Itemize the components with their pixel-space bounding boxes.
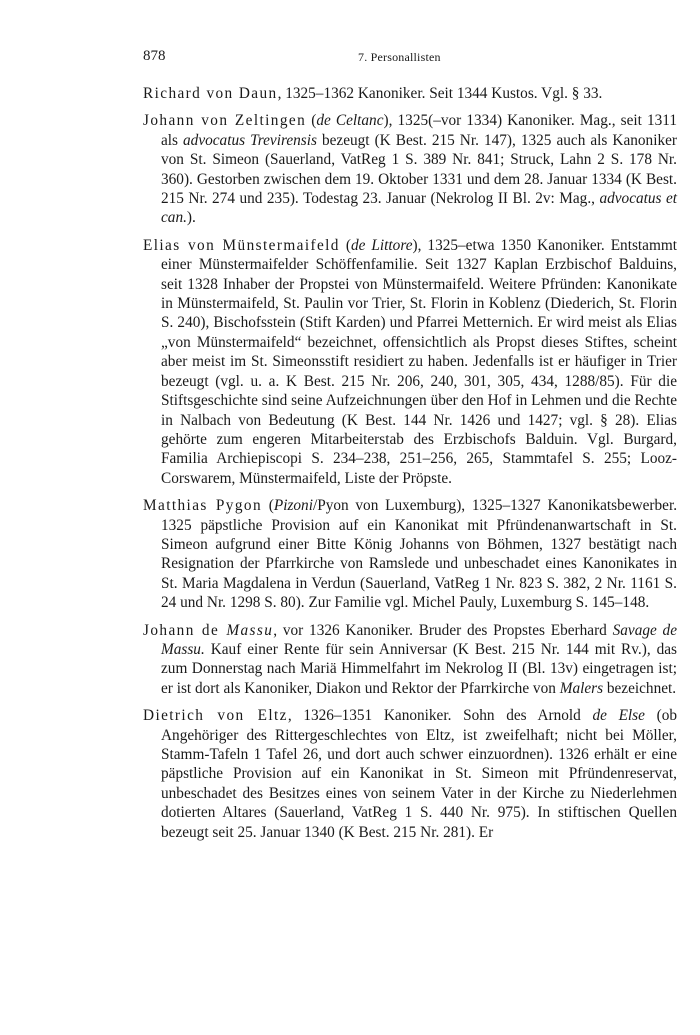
entry-name: Johann von Zeltingen (143, 112, 307, 130)
page-number: 878 (143, 48, 166, 64)
entry-list (143, 84, 677, 850)
entry-name: Matthias Pygon (143, 497, 262, 515)
running-title: 7. Personallisten (358, 50, 441, 64)
entry-italic-text: Pizoni (273, 497, 313, 515)
entry-text: , 1326–1351 Kanoniker. Sohn des Arnold (287, 707, 593, 725)
entry-richard-von-daun (143, 84, 677, 103)
entry-text: bezeugt (K Best. 215 Nr. 147), 1325 auch als Kanoniker von St. Simeon (Sauerland, VatReg 1 S. 389 Nr. 841; Struck, Lahn 2 S. 178 Nr. 360). Gestorben zwischen dem 19. Oktober 1331 und dem 28. Januar 1334 (K Best. 215 Nr. 274 und 235). Todestag 23. Januar (Nekrolog II Bl. 2v: Mag., (161, 131, 677, 208)
entry-name: Dietrich von Eltz (143, 707, 288, 725)
entry-text: (ob Angehöriger des Rittergeschlechtes von Eltz, ist zweifelhaft; nicht bei Möller, Stamm-Tafeln 1 Tafel 26, und dort auch schwer einzuordnen). 1326 erhält er eine päpstliche Provision auf ein Kanonikat in St. Simeon mit Pfründenreservat, unbeschadet des Besitzes eines von seinem Vater in der Kirche zu Niederlehmen dotierten Altares (Sauerland, VatReg 1 S. 440 Nr. 975). In stiftischen Quellen bezeugt seit 25. Januar 1340 (K Best. 215 Nr. 281). Er (161, 707, 677, 841)
entry-text: ), 1325(–vor 1334) Kanoniker. Mag., seit 1311 als (161, 112, 678, 149)
entry-text: Kauf einer Rente für sein Anniversar (K Best. 215 Nr. 144 mit Rv.), das zum Donnerstag nach Mariä Himmelfahrt im Nekrolog II (Bl. 13v) eingetragen ist; er ist dort als Kanoniker, Diakon und Rektor der Pfarrkirche von (161, 640, 677, 697)
entry-text: ( (306, 112, 317, 130)
entry-italic-text: de Else (592, 707, 645, 725)
entry-matthias-pygon (143, 496, 677, 612)
entry-name: Richard von Daun (143, 85, 278, 102)
entry-johann-von-zeltingen (143, 111, 677, 227)
entry-name: Elias von Münstermaifeld (143, 236, 340, 254)
entry-name: Johann de (143, 621, 227, 639)
entry-italic-text: Malers (559, 679, 604, 697)
entry-text: , vor 1326 Kanoniker. Bruder des Propstes Eberhard (273, 621, 613, 639)
entry-text: ( (339, 236, 351, 254)
entry-text: /Pyon von Luxemburg), 1325–1327 Kanonikatsbewerber. 1325 päpstliche Provision auf ein Kanonikat mit Pfründenanwartschaft in St. Simeon aufgrund einer Bitte König Johanns von Böhmen, 1327 bestätigt nach Resignation der Pfarrkirche von Ramslede und unbeschadet eines Kanonikates in St. Maria Magdalena in Verdun (Sauerland, VatReg 1 Nr. 823 S. 382, 2 Nr. 1161 S. 24 und Nr. 1298 S. 80). Zur Familie vgl. Michel Pauly, Luxemburg S. 145–148. (161, 497, 678, 612)
entry-text: , 1325–1362 Kanoniker. Seit 1344 Kustos. Vgl. § 33. (277, 85, 603, 102)
entry-text: ( (262, 497, 274, 515)
entry-italic-text: Savage de Massu. (161, 621, 677, 658)
entry-johann-de-massu (143, 621, 677, 699)
entry-name-italic: Massu (226, 621, 274, 639)
entry-elias-von-muenstermaifeld (143, 236, 677, 488)
entry-italic-text: advocatus Trevirensis (183, 131, 317, 149)
entry-italic-text: de Littore (350, 236, 413, 254)
entry-text: bezeichnet. (603, 679, 677, 697)
entry-text: ), 1325–etwa 1350 Kanoniker. Entstammt einer Münstermaifelder Schöffenfamilie. Seit 1327 Kaplan Erzbischof Balduins, seit 1328 Inhaber der Propstei von Münstermaifeld. Weitere Pfründen: Kanonikate in Münstermaifeld, St. Paulin vor Trier, St. Florin in Koblenz (Diederich, St. Florin S. 240), Bischofsstein (Stift Karden) und Pfarrei Metternich. Er wird meist als Elias „von Münstermaifeld“ bezeichnet, offensichtlich als Propst dieses Stiftes, scheint aber meist im St. Simeonsstift residiert zu haben. Jedenfalls ist er häufiger in Trier bezeugt (vgl. u. a. K Best. 215 Nr. 206, 240, 301, 305, 434, 1288/85). Für die Stiftsgeschichte sind seine Aufzeichnungen über den Hof in Lehmen und die Rechte in Nalbach von Bedeutung (K Best. 144 Nr. 1426 und 1427; vgl. § 28). Elias gehörte zum engeren Mitarbeiterstab des Erzbischofs Balduin. Vgl. Burgard, Familia Archiepiscopi S. 234–238, 251–256, 265, Stammtafel S. 255; Looz-Corswarem, Münstermaifeld, Liste der Pröpste. (161, 236, 677, 487)
entry-text: ). (186, 209, 196, 227)
entry-dietrich-von-eltz (143, 706, 677, 842)
entry-italic-text: advocatus et can. (161, 190, 678, 227)
entry-italic-text: de Celtanc (316, 112, 384, 130)
